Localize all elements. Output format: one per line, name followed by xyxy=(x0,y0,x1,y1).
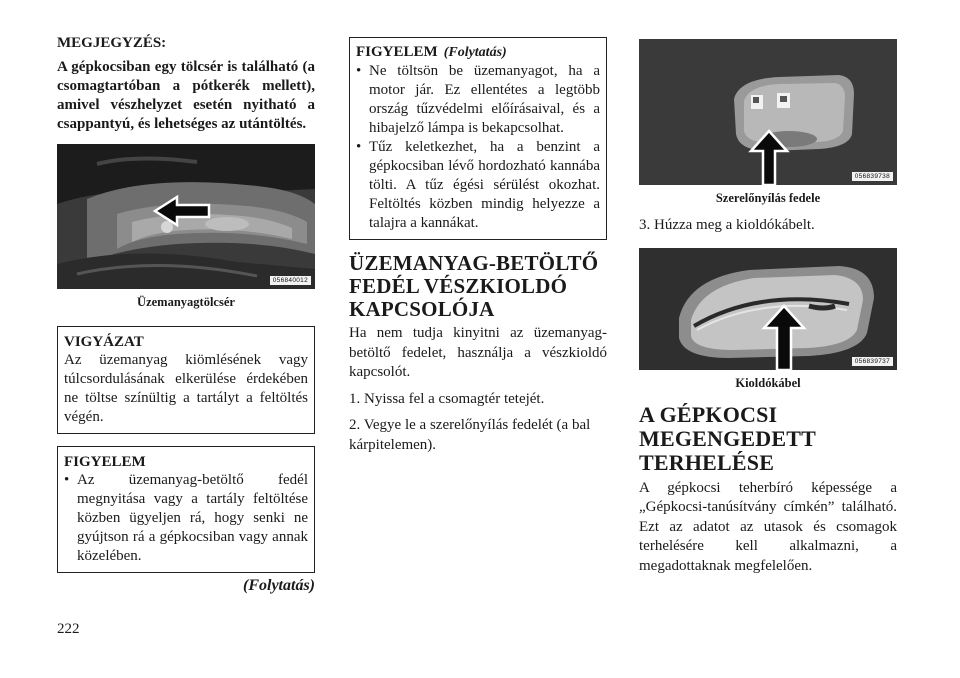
figure-code: 056839738 xyxy=(852,172,893,181)
heading-line: ÜZEMANYAG-BETÖLTŐ xyxy=(349,251,599,275)
figure-caption: Üzemanyagtölcsér xyxy=(137,295,235,309)
bullet-text: Tűz keletkezhet, ha a benzint a gépkocsiban lévő hordozható kannába tölti. A tűz égési sérülést okozhat. Feltöltés közben mindig helyezze a talajra a kannákat. xyxy=(369,139,600,231)
warning-title-text: FIGYELEM xyxy=(356,44,438,60)
release-cable-illustration xyxy=(639,248,897,370)
caution-title: VIGYÁZAT xyxy=(64,334,144,350)
warning-title-continued: (Folytatás) xyxy=(443,45,507,60)
fuel-funnel-photo xyxy=(57,144,315,289)
middle-column xyxy=(349,37,607,455)
section-intro: Ha nem tudja kinyitni az üzemanyag-betöltő fedelet, használja a vészkioldó kapcsolót. xyxy=(349,325,607,380)
section-heading xyxy=(349,252,607,321)
bullet-dot: • xyxy=(356,63,362,79)
page-number: 222 xyxy=(57,621,80,637)
figure-caption: Szerelőnyílás fedele xyxy=(715,191,821,205)
bullet-dot: • xyxy=(64,472,70,488)
warning-bullet xyxy=(64,471,308,566)
figure-code: 056840012 xyxy=(270,276,311,285)
release-cable-photo xyxy=(639,248,897,370)
warning-box xyxy=(57,446,315,573)
step-2: 2. Vegye le a szerelőnyílás fedelét (a bal kárpitelemen). xyxy=(349,417,591,453)
figure-caption: Kioldókábel xyxy=(735,375,801,390)
warning-box-continued xyxy=(349,37,607,240)
warning-title: FIGYELEM xyxy=(64,454,146,470)
step-1: 1. Nyissa fel a csomagtér tetejét. xyxy=(349,390,545,407)
access-cover-photo xyxy=(639,39,897,185)
note-text: A gépkocsiban egy tölcsér is található (a csomagtartóban a pótkerék mellett), amivel vészhelyzet esetén nyitható a csappantyú, és lehetséges az utántöltés. xyxy=(57,59,315,132)
continued-label: (Folytatás) xyxy=(243,577,315,594)
heading-line: TERHELÉSE xyxy=(639,449,775,475)
caution-text: Az üzemanyag kiömlésének vagy túlcsordulásának elkerülése érdekében ne töltse színültig a tartályt a feltöltés végén. xyxy=(64,352,308,425)
warning-bullet xyxy=(356,62,600,138)
section-heading xyxy=(639,403,897,475)
bullet-text: Ne töltsön be üzemanyagot, ha a motor jár. Ez ellentétes a legtöbb ország tűzvédelmi előírásaival, és a hibajelző lámpa is bekapcsolhat. xyxy=(369,63,600,136)
figure-code: 056839737 xyxy=(852,357,893,366)
caution-box xyxy=(57,326,315,434)
heading-line: A GÉPKOCSI xyxy=(639,401,778,427)
note-title: MEGJEGYZÉS: xyxy=(57,35,167,51)
warning-title xyxy=(356,43,600,62)
access-cover-illustration xyxy=(639,39,897,185)
bullet-dot: • xyxy=(356,139,362,155)
heading-line: MEGENGEDETT xyxy=(639,425,817,451)
bullet-text: Az üzemanyag-betöltő fedél megnyitása vagy a tartály feltöltése közben ügyeljen rá, hogy senki ne gyújtson rá a gépkocsiban vagy annak közelében. xyxy=(77,472,308,564)
heading-line: FEDÉL VÉSZKIOLDÓ xyxy=(349,274,568,298)
section-text: A gépkocsi teherbíró képessége a „Gépkocsi-tanúsítvány címkén” található. Ezt az adatot az utasok és csomagok terhelésére kell alkalmazni, a megadottaknak megfelelően. xyxy=(639,479,897,574)
fuel-funnel-illustration xyxy=(57,144,315,289)
heading-line: KAPCSOLÓJA xyxy=(349,297,495,321)
right-column xyxy=(639,39,897,576)
left-column xyxy=(57,34,315,595)
step-3: 3. Húzza meg a kioldókábelt. xyxy=(639,217,815,233)
warning-bullet xyxy=(356,138,600,233)
